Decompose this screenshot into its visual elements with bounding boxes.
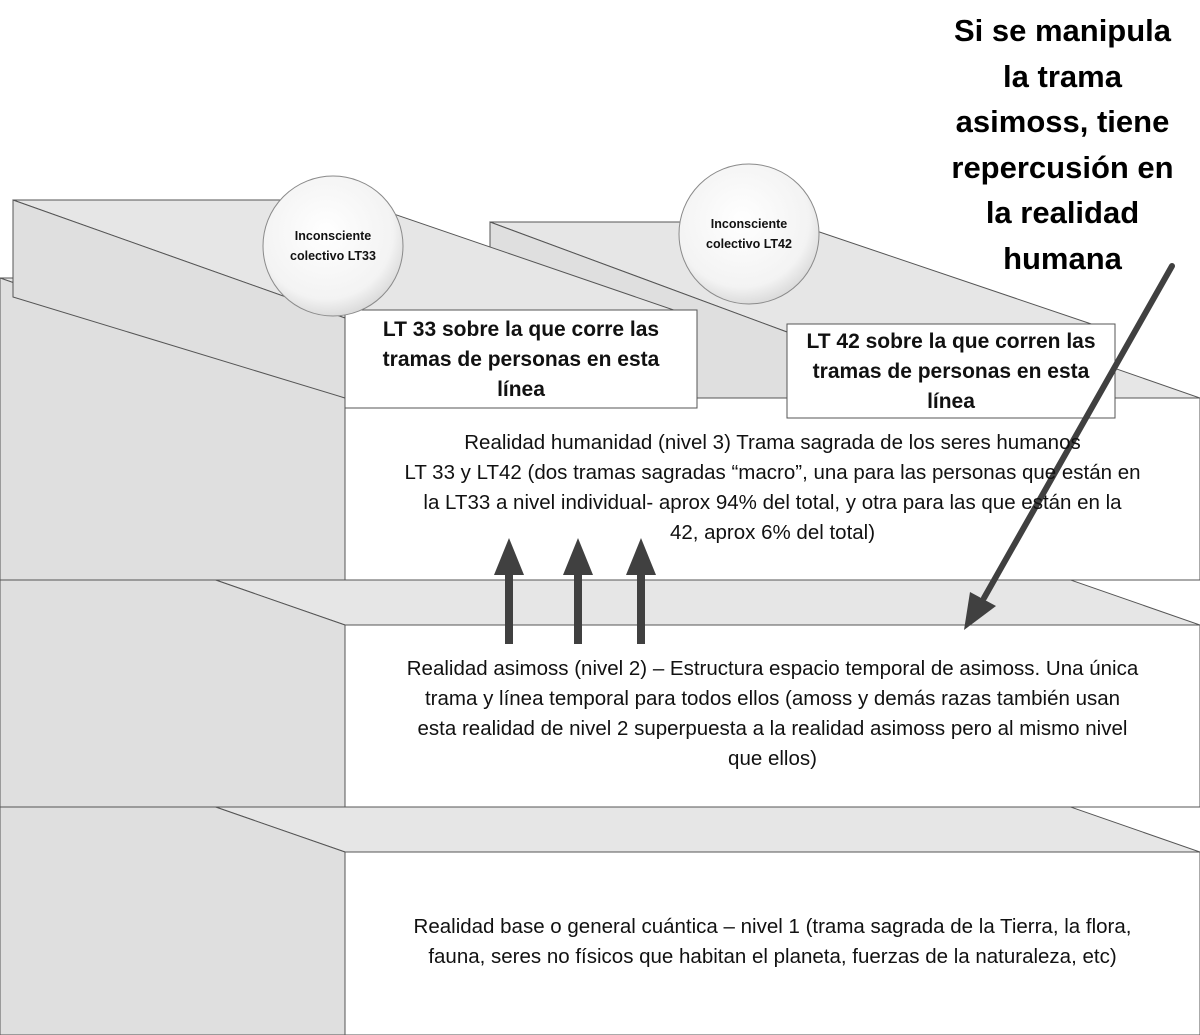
lt42-label bbox=[787, 326, 1115, 418]
lt33-label-line: tramas de personas en esta bbox=[382, 348, 660, 371]
circle-lt42-label bbox=[689, 214, 809, 254]
level2-label bbox=[345, 654, 1200, 774]
circle-label-line: Inconsciente bbox=[710, 217, 788, 231]
level3-label-line: la LT33 a nivel individual- aprox 94% del total, y otra para las que están en la bbox=[423, 491, 1122, 514]
circle-lt33-label bbox=[273, 226, 393, 266]
level3-label bbox=[345, 428, 1200, 548]
level2-label-line: que ellos) bbox=[728, 747, 817, 770]
callout-line: humana bbox=[1003, 240, 1122, 276]
callout-line: la realidad bbox=[985, 195, 1140, 230]
lt42-label-line: línea bbox=[927, 390, 975, 413]
callout-line: repercusión en bbox=[951, 149, 1174, 185]
circle-label-line: colectivo LT42 bbox=[706, 237, 792, 251]
level3-label-line: 42, aprox 6% del total) bbox=[669, 521, 876, 544]
callout-line: asimoss, tiene bbox=[955, 104, 1170, 139]
callout-line: la trama bbox=[1003, 58, 1122, 94]
lt33-label bbox=[345, 314, 697, 406]
level2-label-line: trama y línea temporal para todos ellos (amoss y demás razas también usan bbox=[424, 687, 1121, 710]
level3-label-line: Realidad humanidad (nivel 3) Trama sagrada de los seres humanos bbox=[464, 431, 1081, 454]
circle-label-line: colectivo LT33 bbox=[290, 249, 376, 263]
level3-label-line: LT 33 y LT42 (dos tramas sagradas “macro”, una para las personas que están en bbox=[404, 461, 1141, 484]
level2-label-line: Realidad asimoss (nivel 2) – Estructura espacio temporal de asimoss. Una única bbox=[406, 657, 1139, 680]
lt42-label-line: tramas de personas en esta bbox=[812, 360, 1090, 383]
level1-label bbox=[345, 911, 1200, 973]
lt33-label-line: línea bbox=[497, 378, 545, 401]
lt33-label-line: LT 33 sobre la que corre las bbox=[382, 318, 660, 341]
callout-text bbox=[925, 8, 1200, 281]
lt42-label-line: LT 42 sobre la que corren las bbox=[806, 330, 1096, 353]
level1-label-line: fauna, seres no físicos que habitan el planeta, fuerzas de la naturaleza, etc) bbox=[428, 945, 1117, 968]
callout-line: Si se manipula bbox=[953, 13, 1172, 48]
level2-label-line: esta realidad de nivel 2 superpuesta a la realidad asimoss pero al mismo nivel bbox=[417, 717, 1128, 740]
level1-label-line: Realidad base o general cuántica – nivel 1 (trama sagrada de la Tierra, la flora, bbox=[413, 915, 1132, 938]
circle-label-line: Inconsciente bbox=[294, 229, 372, 243]
